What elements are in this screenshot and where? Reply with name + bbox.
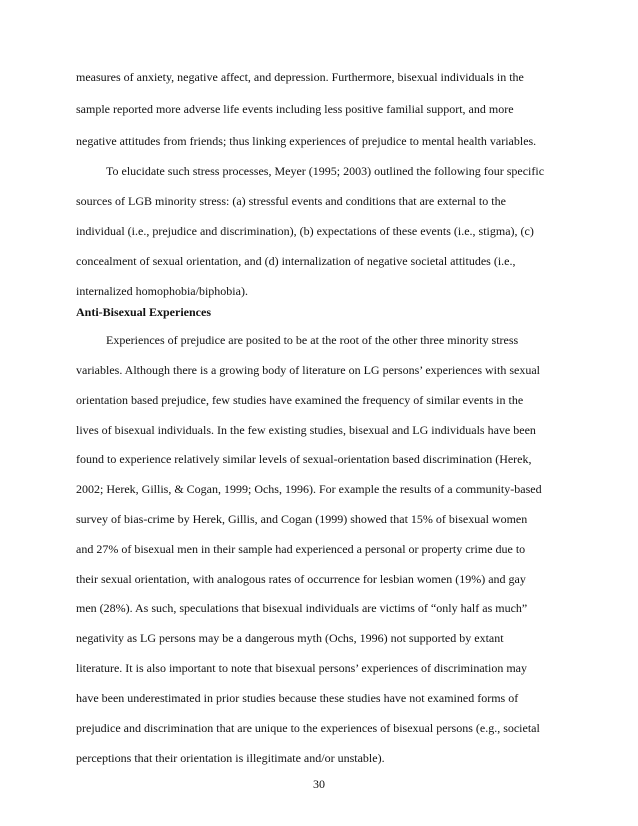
- paragraph-first-line: To elucidate such stress processes, Meyer (1995; 2003) outlined the following four specific: [106, 164, 545, 178]
- text-line: measures of anxiety, negative affect, and depression. Furthermore, bisexual individuals in the: [76, 70, 524, 84]
- text-line: variables. Although there is a growing body of literature on LG persons’ experiences with sexual: [76, 363, 540, 377]
- text-line: 2002; Herek, Gillis, & Cogan, 1999; Ochs, 1996). For example the results of a community-based: [76, 482, 542, 496]
- text-line: negative attitudes from friends; thus linking experiences of prejudice to mental health variables.: [76, 134, 537, 148]
- text-line: orientation based prejudice, few studies have examined the frequency of similar events in the: [76, 393, 524, 407]
- text-line: their sexual orientation, with analogous rates of occurrence for lesbian women (19%) and gay: [76, 572, 526, 586]
- page-number: 30: [313, 777, 325, 791]
- text-line: lives of bisexual individuals. In the few existing studies, bisexual and LG individuals have been: [76, 423, 536, 437]
- text-line: literature. It is also important to note that bisexual persons’ experiences of discrimination may: [76, 661, 527, 675]
- section-heading: Anti-Bisexual Experiences: [76, 305, 211, 319]
- text-line: men (28%). As such, speculations that bisexual individuals are victims of “only half as much”: [76, 601, 528, 615]
- text-line: and 27% of bisexual men in their sample had experienced a personal or property crime due to: [76, 542, 526, 556]
- text-line: prejudice and discrimination that are unique to the experiences of bisexual persons (e.g., societal: [76, 721, 540, 735]
- text-line: individual (i.e., prejudice and discrimination), (b) expectations of these events (i.e., stigma), (c): [76, 224, 534, 238]
- text-line: sample reported more adverse life events including less positive familial support, and more: [76, 102, 514, 116]
- text-line: negativity as LG persons may be a dangerous myth (Ochs, 1996) not supported by extant: [76, 631, 504, 645]
- text-line: survey of bias-crime by Herek, Gillis, and Cogan (1999) showed that 15% of bisexual women: [76, 512, 528, 526]
- text-line: concealment of sexual orientation, and (d) internalization of negative societal attitudes (i.e.,: [76, 254, 516, 268]
- text-line: sources of LGB minority stress: (a) stressful events and conditions that are external to the: [76, 194, 506, 208]
- text-line: found to experience relatively similar levels of sexual-orientation based discrimination (Herek,: [76, 452, 532, 466]
- text-line: have been underestimated in prior studies because these studies have not examined forms of: [76, 691, 519, 705]
- text-line: internalized homophobia/biphobia).: [76, 284, 248, 298]
- text-line: perceptions that their orientation is illegitimate and/or unstable).: [76, 751, 385, 765]
- paragraph-first-line: Experiences of prejudice are posited to be at the root of the other three minority stress: [106, 333, 519, 347]
